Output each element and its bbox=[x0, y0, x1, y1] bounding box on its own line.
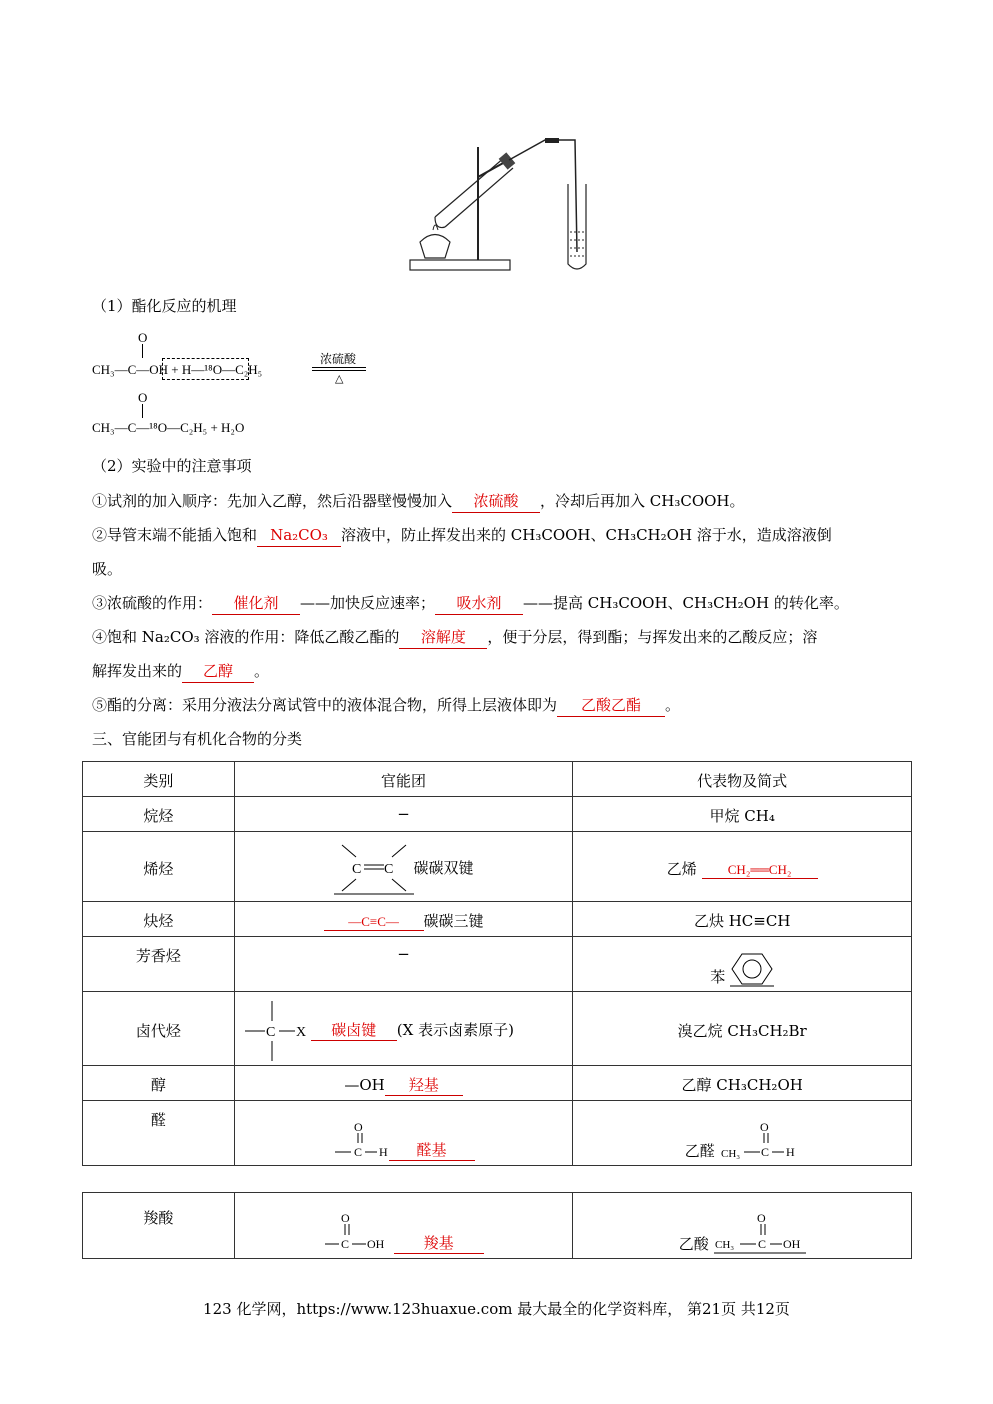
table-row: 羧酸 O C OH 羧基 乙酸 CH₃ O C OH bbox=[83, 1193, 912, 1259]
svg-text:O: O bbox=[353, 1120, 363, 1134]
svg-text:C: C bbox=[340, 1237, 349, 1251]
reaction-equation-2: O CH₃—C—¹⁸O—C₂H₅ + H₂O bbox=[92, 390, 245, 435]
blank-answer: 羟基 bbox=[385, 1074, 463, 1096]
carbon-halogen-structure bbox=[245, 1001, 311, 1061]
equation-1-reactants: CH₃—C—OH + H—¹⁸O—C₂H₅ bbox=[92, 362, 263, 377]
header-representative: 代表物及简式 bbox=[573, 762, 912, 797]
table-row: 烯烃 C C 碳碳双键 乙烯 CH₂══CH₂ bbox=[83, 832, 912, 902]
blank-answer: 醛基 bbox=[389, 1139, 475, 1161]
blank-answer: 催化剂 bbox=[212, 592, 300, 615]
table-row: 醛 O C H 醛基 乙醛 CH₃ O C H bbox=[83, 1101, 912, 1166]
svg-text:C: C bbox=[383, 861, 393, 877]
acetaldehyde-structure bbox=[720, 1119, 800, 1161]
blank-answer: 浓硫酸 bbox=[452, 490, 540, 513]
table-row: 醇 —OH 羟基 乙醇 CH₃CH₂OH bbox=[83, 1066, 912, 1101]
section2-title: （2）实验中的注意事项 bbox=[92, 457, 252, 475]
aldehyde-group-structure bbox=[333, 1119, 389, 1161]
note-item-4-cont: 解挥发出来的 乙醇 。 bbox=[92, 660, 269, 683]
table-row: 芳香烃 − 苯 bbox=[83, 937, 912, 992]
dashed-bond-box bbox=[162, 358, 249, 380]
note-item-4: ④饱和 Na₂CO₃ 溶液的作用：降低乙酸乙酯的 溶解度 ，便于分层，得到酯；与挥发出来的乙酸反应；溶 bbox=[92, 626, 817, 649]
note-item-5: ⑤酯的分离：采用分液法分离试管中的液体混合物，所得上层液体即为 乙酸乙酯 。 bbox=[92, 694, 680, 717]
svg-text:CH₃: CH₃ bbox=[714, 1239, 734, 1251]
section3-title: 三、官能团与有机化合物的分类 bbox=[92, 730, 303, 748]
carboxyl-group-structure bbox=[324, 1210, 394, 1254]
heat-symbol: △ bbox=[335, 373, 344, 385]
svg-text:H: H bbox=[785, 1145, 795, 1159]
svg-text:O: O bbox=[759, 1120, 769, 1134]
table-row: 卤代烃 C X 碳卤键 (X 表示卤素原子) 溴乙烷 CH₃CH₂Br bbox=[83, 992, 912, 1066]
blank-answer: 吸水剂 bbox=[435, 592, 523, 615]
benzene-ring-icon bbox=[730, 951, 774, 987]
svg-text:C: C bbox=[351, 861, 361, 877]
blank-answer: Na₂CO₃ bbox=[257, 524, 341, 547]
catalyst-label: 浓硫酸 bbox=[320, 352, 357, 366]
note-item-2: ②导管末端不能插入饱和 Na₂CO₃ 溶液中，防止挥发出来的 CH₃COOH、CH₃CH₂OH 溶于水，造成溶液倒 bbox=[92, 524, 832, 547]
svg-text:C: C bbox=[760, 1145, 769, 1159]
blank-answer: CH₂══CH₂ bbox=[702, 862, 818, 879]
table-row: 烷烃 − 甲烷 CH₄ bbox=[83, 797, 912, 832]
carbonyl-oxygen: O bbox=[138, 330, 148, 345]
section1-title: （1）酯化反应的机理 bbox=[92, 297, 237, 315]
svg-text:OH: OH bbox=[366, 1237, 384, 1251]
blank-answer: —C≡C— bbox=[324, 914, 424, 931]
reaction-equation-1 bbox=[92, 330, 392, 385]
blank-answer: 羧基 bbox=[394, 1232, 484, 1254]
blank-answer: 溶解度 bbox=[399, 626, 487, 649]
svg-text:H: H bbox=[378, 1145, 388, 1159]
svg-text:X: X bbox=[295, 1024, 306, 1040]
note-item-2-cont: 吸。 bbox=[92, 560, 123, 578]
table-row: 炔烃 —C≡C— 碳碳三键 乙炔 HC≡CH bbox=[83, 902, 912, 937]
blank-answer: 乙酸乙酯 bbox=[557, 694, 665, 717]
page-footer: 123 化学网，https://www.123huaxue.com 最大最全的化学资料库， 第21页 共12页 bbox=[203, 1300, 790, 1318]
table-header-row bbox=[83, 762, 912, 797]
double-bond-structure bbox=[334, 841, 414, 897]
equation-2-products: CH₃—C—¹⁸O—C₂H₅ + H₂O bbox=[92, 420, 245, 435]
svg-text:O: O bbox=[340, 1211, 350, 1225]
svg-text:CH₃: CH₃ bbox=[720, 1148, 740, 1160]
functional-group-table bbox=[82, 761, 912, 1166]
header-functional-group: 官能团 bbox=[234, 762, 573, 797]
note-item-1: ①试剂的加入顺序：先加入乙醇，然后沿器壁慢慢加入 浓硫酸 ，冷却后再加入 CH₃COOH。 bbox=[92, 490, 745, 513]
esterification-apparatus-diagram bbox=[405, 132, 595, 277]
svg-text:OH: OH bbox=[782, 1237, 800, 1251]
svg-text:C: C bbox=[353, 1145, 362, 1159]
carboxylic-acid-table bbox=[82, 1192, 912, 1259]
header-category: 类别 bbox=[83, 762, 235, 797]
acetic-acid-structure bbox=[714, 1210, 806, 1254]
svg-text:O: O bbox=[756, 1211, 766, 1225]
blank-answer: 碳卤键 bbox=[311, 1019, 397, 1041]
svg-text:C: C bbox=[757, 1237, 766, 1251]
svg-text:C: C bbox=[265, 1024, 276, 1040]
blank-answer: 乙醇 bbox=[182, 660, 254, 683]
note-item-3: ③浓硫酸的作用： 催化剂 ——加快反应速率； 吸水剂 ——提高 CH₃COOH、CH₃CH₂OH 的转化率。 bbox=[92, 592, 849, 615]
